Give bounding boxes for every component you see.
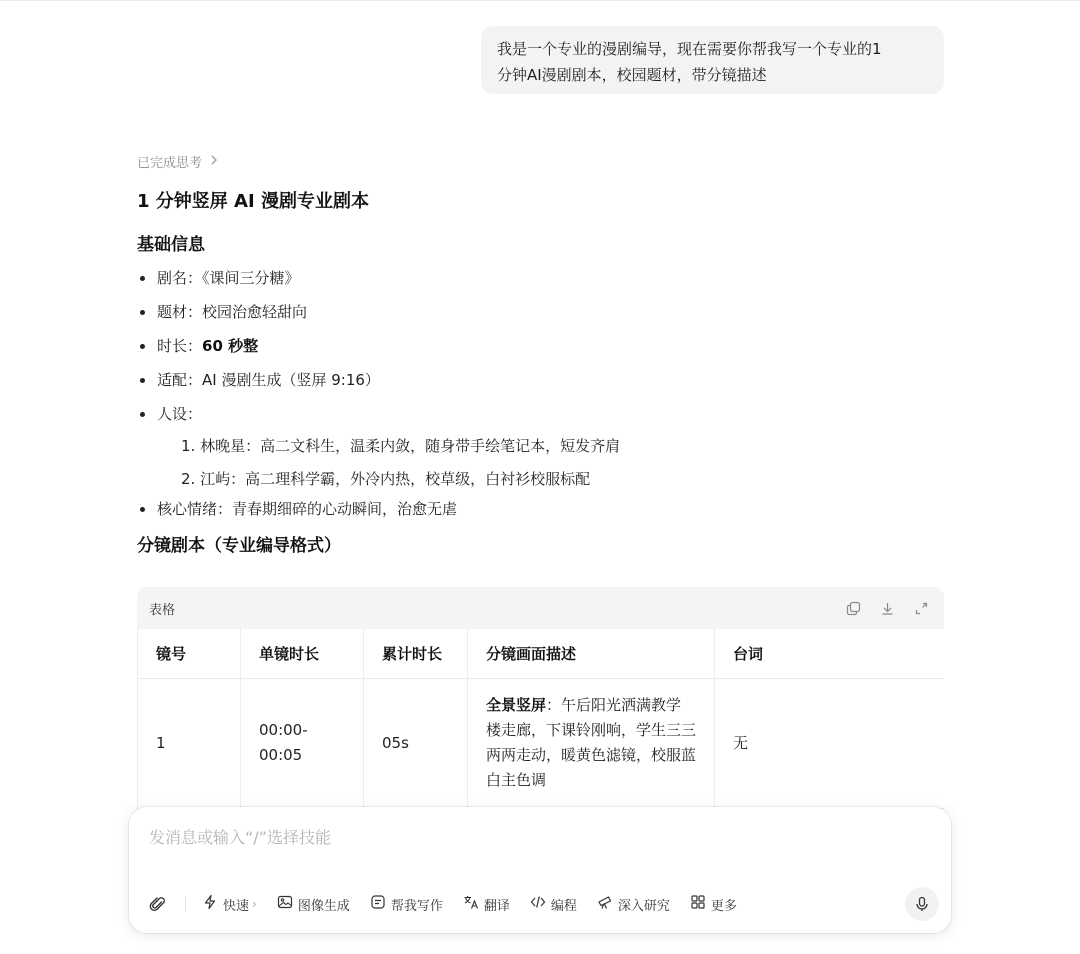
thinking-status-label: 已完成思考 — [137, 155, 203, 171]
list-item — [137, 300, 944, 324]
cell-description — [468, 678, 715, 808]
info-value: 校园治愈轻甜向 — [202, 303, 308, 321]
cell-shot: 1 — [138, 678, 241, 808]
info-label: 剧名： — [157, 269, 203, 287]
cell-dialogue: 无 — [715, 678, 945, 808]
info-label: 时长： — [157, 337, 203, 355]
image-generation-label: 图像生成 — [297, 898, 350, 914]
answer-title: 1 分钟竖屏 AI 漫剧专业剧本 — [137, 191, 369, 212]
info-value: 青春期细碎的心动瞬间，治愈无虐 — [232, 500, 458, 518]
microphone-icon[interactable] — [905, 887, 939, 921]
message-composer — [129, 807, 951, 933]
info-label: 适配： — [157, 371, 203, 389]
copy-icon[interactable] — [842, 597, 864, 619]
column-header-dialogue: 台词 — [715, 629, 945, 678]
deep-research-label: 深入研究 — [617, 898, 670, 914]
info-value-bold: 60 秒整 — [202, 337, 259, 355]
top-divider — [0, 0, 1080, 1]
quick-mode-label: 快速 — [223, 898, 250, 914]
character-item: 2. 江屿：高二理科学霸，外冷内热，校草级，白衬衫校服标配 — [181, 470, 591, 488]
info-label: 核心情绪： — [157, 500, 233, 518]
thinking-toggle[interactable] — [137, 148, 944, 174]
character-item: 1. 林晚星：高二文科生，温柔内敛，随身带手绘笔记本，短发齐肩 — [181, 437, 621, 455]
more-label: 更多 — [710, 898, 737, 914]
lightning-icon — [202, 894, 218, 914]
info-value: 《课间三分糖》 — [202, 269, 300, 287]
composer-toolbar — [147, 893, 757, 915]
assistant-answer — [137, 148, 944, 559]
toolbar-divider — [185, 896, 186, 912]
column-header-total-duration: 累计时长 — [364, 629, 468, 678]
list-item — [137, 334, 944, 358]
table-row — [138, 678, 945, 808]
basic-info-heading: 基础信息 — [137, 235, 205, 255]
table-header-bar — [137, 587, 944, 629]
cell-timecode: 00:00-00:05 — [241, 678, 364, 808]
list-item — [137, 402, 944, 491]
expand-icon[interactable] — [910, 597, 932, 619]
storyboard-table-card — [137, 587, 944, 817]
coding-button[interactable] — [530, 894, 577, 914]
translate-icon — [463, 894, 479, 914]
column-header-shot-duration: 单镜时长 — [241, 629, 364, 678]
document-icon — [370, 894, 386, 914]
info-value: AI 漫剧生成（竖屏 9:16） — [202, 371, 380, 389]
image-icon — [277, 894, 293, 914]
script-heading: 分镜剧本（专业编导格式） — [137, 536, 341, 556]
list-item — [137, 266, 944, 290]
deep-research-button[interactable] — [597, 894, 670, 914]
table-tools — [842, 597, 932, 619]
column-header-description: 分镜画面描述 — [468, 629, 715, 678]
user-message-line-2: 分钟AI漫剧剧本，校园题材，带分镜描述 — [497, 66, 767, 84]
quick-mode-button[interactable] — [202, 894, 257, 914]
image-generation-button[interactable] — [277, 894, 350, 914]
storyboard-table — [137, 629, 944, 809]
writing-label: 帮我写作 — [390, 898, 443, 914]
chevron-right-icon — [210, 154, 218, 169]
grid-icon — [690, 894, 706, 914]
translate-label: 翻译 — [483, 898, 510, 914]
writing-button[interactable] — [370, 894, 443, 914]
translate-button[interactable] — [463, 894, 510, 914]
column-header-shot: 镜号 — [138, 629, 241, 678]
list-item — [137, 368, 944, 392]
user-message-line-1: 我是一个专业的漫剧编导，现在需要你帮我写一个专业的1 — [497, 40, 882, 58]
download-icon[interactable] — [876, 597, 898, 619]
table-label: 表格 — [149, 602, 176, 618]
list-item — [137, 497, 944, 521]
info-label: 人设： — [157, 405, 203, 423]
cell-duration: 05s — [364, 678, 468, 808]
message-input[interactable]: 发消息或输入“/”选择技能 — [149, 828, 331, 847]
description-bold: 全景竖屏 — [486, 696, 547, 714]
paperclip-icon[interactable] — [147, 893, 169, 915]
basic-info-list — [137, 266, 944, 521]
description-text: ：午后阳光洒满教学楼走廊，下课铃刚响，学生三三两两走动，暖黄色滤镜，校服蓝白主色调 — [486, 696, 697, 789]
more-button[interactable] — [690, 894, 737, 914]
telescope-icon — [597, 894, 613, 914]
table-header-row — [138, 629, 945, 678]
user-message-bubble — [481, 26, 944, 94]
chevron-right-icon: › — [252, 897, 257, 911]
code-icon — [530, 894, 546, 914]
coding-label: 编程 — [550, 898, 577, 914]
character-list — [157, 434, 944, 491]
info-label: 题材： — [157, 303, 203, 321]
